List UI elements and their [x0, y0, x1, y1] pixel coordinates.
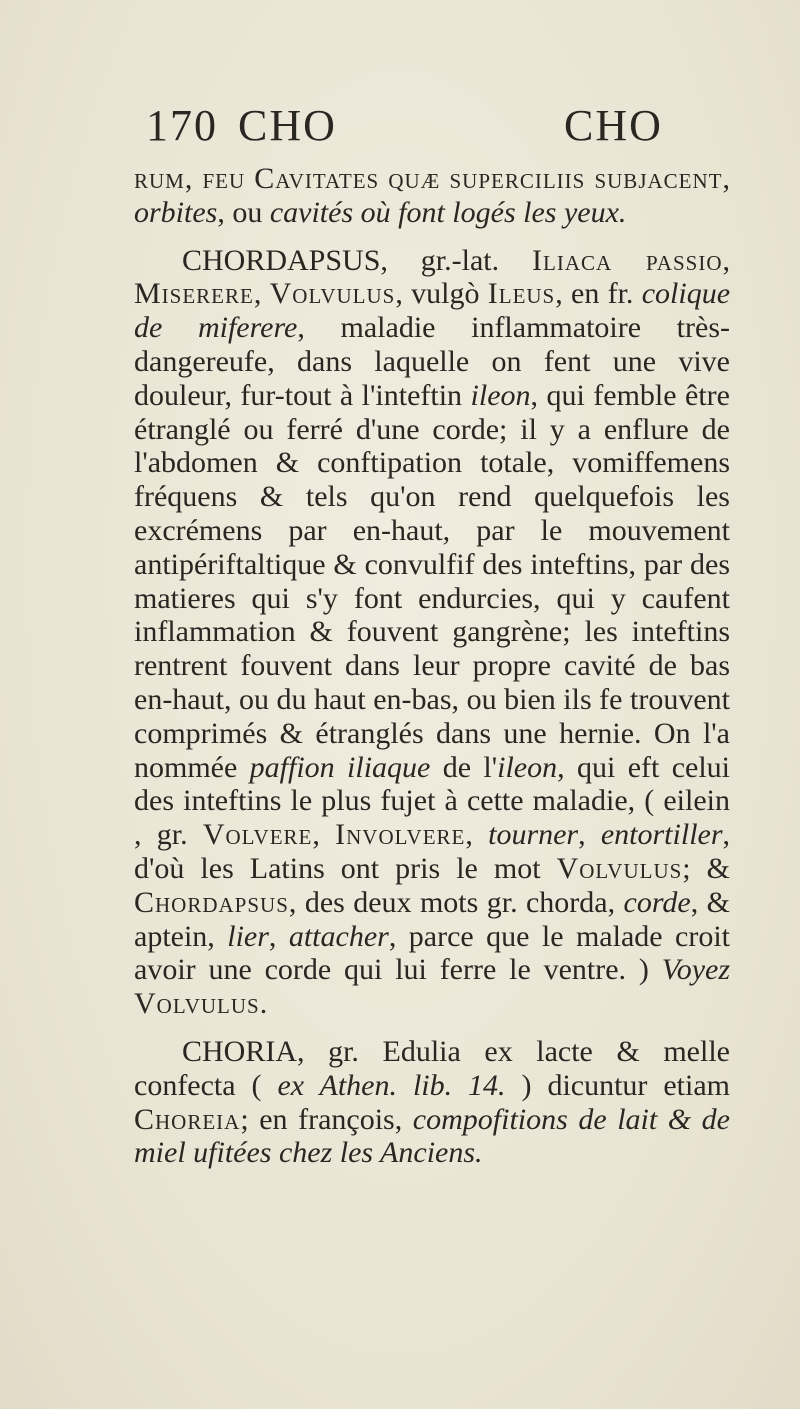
- text-run: ,: [722, 243, 730, 277]
- text-run: , vulgò: [395, 277, 488, 311]
- italic-term: entortiller: [600, 818, 723, 852]
- latin-term: Involvere: [335, 818, 466, 852]
- text-run: , d'où les Latins ont pris le mot: [134, 818, 731, 885]
- text-run: ,: [268, 919, 289, 953]
- latin-term: Chordapsus: [134, 885, 289, 919]
- latin-term: Miserere: [134, 277, 254, 311]
- text-run: ; en françois,: [240, 1102, 413, 1136]
- text-run: ,: [465, 818, 489, 852]
- text-run: , des deux mots gr. chorda,: [288, 885, 624, 919]
- text-run: ,: [312, 818, 336, 852]
- text-run: ,: [722, 162, 730, 195]
- latin-term: Choreia: [134, 1102, 241, 1136]
- text-run: ) dicuntur etiam: [505, 1068, 731, 1102]
- french-gloss: colique de miferere: [134, 277, 731, 345]
- entry-chordapsus: [134, 244, 730, 1021]
- text-run: rum, feu: [134, 162, 255, 195]
- text-run: ,: [253, 277, 270, 311]
- text-run: , maladie inflammatoire très-dangereufe, dans laquelle on fent une vive douleur, fur-tout à l'inteftin: [134, 311, 730, 412]
- running-head-right: CHO: [564, 101, 663, 150]
- latin-term: Volvere: [202, 818, 313, 852]
- italic-term: ileon: [497, 750, 558, 784]
- french-gloss: compofitions de lait & de miel ufitées chez les Anciens.: [134, 1102, 730, 1170]
- continuation-paragraph: [134, 162, 730, 230]
- latin-term: Ileus: [487, 277, 556, 311]
- cross-reference-label: Voyez: [661, 953, 730, 987]
- italic-term: tourner: [488, 818, 579, 852]
- entry-headword: CHORIA: [182, 1034, 298, 1068]
- text-run: , gr.-lat.: [380, 243, 533, 277]
- text-run: , gr. Edulia ex lacte & melle confecta (: [134, 1034, 730, 1102]
- citation: ex Athen. lib. 14.: [277, 1068, 506, 1102]
- text-run: , ou: [217, 195, 270, 229]
- italic-term: ileon: [470, 378, 531, 412]
- italic-term: attacher: [288, 919, 389, 953]
- page-body: [134, 162, 730, 1170]
- latin-phrase: Cavitates quæ superciliis subjacent: [254, 162, 723, 195]
- italic-term: corde: [623, 885, 691, 919]
- text-run: de l': [430, 750, 498, 784]
- italic-term: paffion iliaque: [249, 750, 431, 784]
- text-run: ,: [578, 818, 601, 852]
- latin-term: Iliaca passio: [532, 243, 723, 277]
- running-head-left: CHO: [238, 101, 337, 150]
- text-run: , & aptein,: [134, 885, 730, 953]
- text-run: ; &: [682, 851, 730, 885]
- cross-reference-target: Volvulus.: [134, 987, 269, 1021]
- text-run: , en fr.: [555, 277, 642, 311]
- entry-headword: CHORDAPSUS: [182, 243, 381, 277]
- italic-term: lier: [227, 919, 269, 953]
- running-header: [146, 100, 706, 160]
- text-run: , parce que le malade croit avoir une corde qui lui ferre le ventre. ): [134, 919, 730, 987]
- latin-term: Volvulus: [556, 851, 683, 885]
- french-gloss: cavités où font logés les yeux.: [269, 195, 627, 229]
- french-gloss: orbites: [134, 195, 218, 229]
- page-number: 170: [146, 101, 218, 150]
- text-run: , qui eft celui des inteftins le plus fujet à cette maladie, ( eilein , gr.: [134, 750, 730, 852]
- latin-term: Volvulus: [269, 277, 396, 311]
- text-run: , qui femble être étranglé ou ferré d'une corde; il y a enflure de l'abdomen & conftipation totale, vomiffemens fréquens & tels qu'on rend quelquefois les excrémens par en-haut, par le mouvement antipériftaltique & convulfif des inteftins, par des matieres qui s'y font endurcies, qui y caufent inflammation & fouvent gangrène; les inteftins rentrent fouvent dans leur propre cavité de bas en-haut, ou du haut en-bas, ou bien ils fe trouvent comprimés & étranglés dans une hernie. On l'a nommée: [134, 378, 730, 784]
- entry-choria: [134, 1035, 730, 1170]
